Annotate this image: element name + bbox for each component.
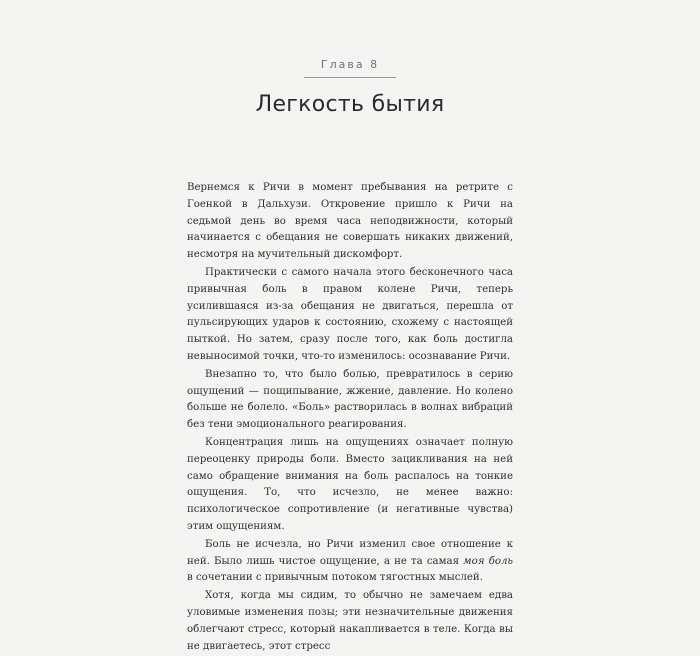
paragraph-5-emphasis: моя боль bbox=[463, 555, 513, 567]
paragraph-3: Внезапно то, что было болью, превратилось в серию ощущений — пощипывание, жжение, давление. Но колено больше не болело. «Боль» растворилась в волнах вибраций без тени эмоционального реагирования. bbox=[187, 368, 513, 431]
chapter-title: Легкость бытия bbox=[255, 92, 445, 117]
paragraph-5-text-end: в сочетании с привычным потоком тягостных мыслей. bbox=[187, 572, 483, 584]
paragraph-5 bbox=[187, 537, 513, 587]
chapter-divider bbox=[304, 77, 396, 78]
chapter-body bbox=[187, 180, 513, 656]
paragraph-5-text-start: Боль не исчезла, но Ричи изменил свое отношение к ней. Было лишь чистое ощущение, а не та самая bbox=[187, 538, 513, 567]
paragraph-2: Практически с самого начала этого бесконечного часа привычная боль в правом колене Ричи, теперь усилившаяся из-за обещания не двигаться, перешла от пульсирующих ударов к состоянию, схожему с настоящей пыткой. Но затем, сразу после того, как боль достигла невыносимой точки, что-то изменилось: осознавание Ричи. bbox=[187, 266, 513, 362]
paragraph-4: Концентрация лишь на ощущениях означает полную переоценку природы боли. Вместо зацикливания на ней само обращение внимания на боль распалось на тонкие ощущения. То, что исчезло, не менее важно: психологическое сопротивление (и негативные чувства) этим ощущениям. bbox=[187, 436, 513, 532]
chapter-label: Глава 8 bbox=[320, 58, 380, 71]
paragraph-6: Хотя, когда мы сидим, то обычно не замечаем едва уловимые изменения позы; эти незначительные движения облегчают стресс, который накапливается в теле. Когда вы не двигаетесь, этот стресс bbox=[187, 590, 513, 652]
paragraph-1: Вернемся к Ричи в момент пребывания на ретрите с Гоенкой в Дальхузи. Откровение пришло к Ричи на седьмой день во время часа неподвижности, который начинается с обещания не совершать никаких движений, несмотря на мучительный дискомфорт. bbox=[187, 182, 513, 261]
